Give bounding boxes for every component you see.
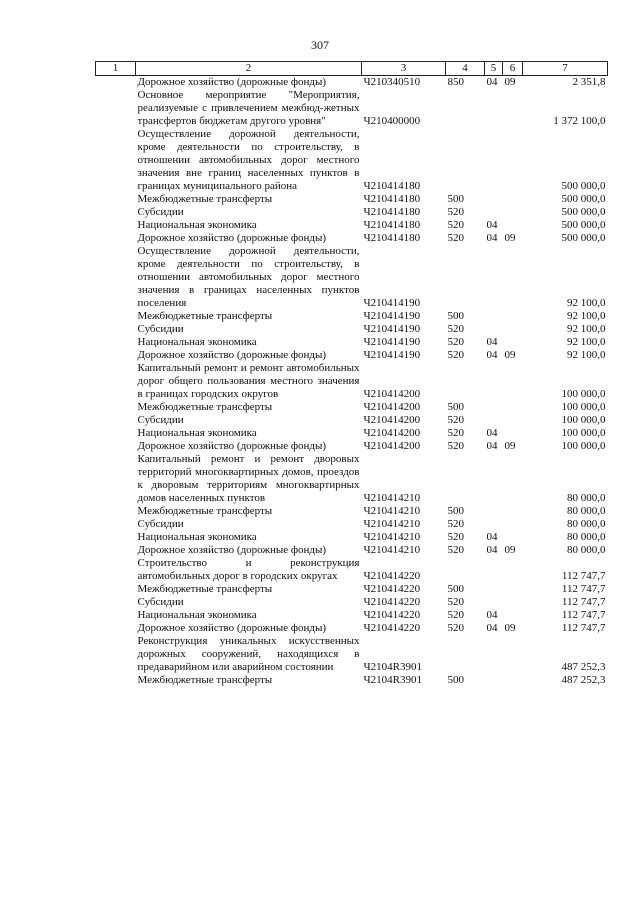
- table-row: [96, 505, 608, 518]
- row-expense-type: 500: [447, 674, 464, 686]
- row-target-code: Ч210414190: [363, 310, 421, 322]
- row-item-name: Национальная экономика: [137, 336, 257, 348]
- table-row: [96, 557, 608, 583]
- row-subsection: [503, 427, 523, 440]
- row-expense-type: [446, 557, 485, 583]
- row-col-1: [96, 583, 136, 596]
- row-target-code: Ч210414180: [363, 219, 421, 231]
- row-col-1: [96, 609, 136, 622]
- row-col-1: [96, 193, 136, 206]
- table-row: [96, 219, 608, 232]
- row-target-code: Ч210414180: [363, 193, 421, 205]
- row-amount: 112 747,7: [561, 622, 606, 634]
- header-col-2: 2: [136, 62, 362, 76]
- row-item-name: Субсидии: [137, 596, 184, 608]
- row-col-1: [96, 674, 136, 687]
- row-item-name: Капитальный ремонт и ремонт автомобильных дорог общего пользования местного значения в границах городских округов: [137, 362, 360, 400]
- row-expense-type: [446, 362, 485, 401]
- row-expense-type: [446, 245, 485, 310]
- row-subsection: [503, 531, 523, 544]
- row-target-code: Ч210414220: [363, 609, 421, 621]
- row-section: [485, 596, 503, 609]
- row-expense-type: 520: [447, 596, 464, 608]
- row-amount: 80 000,0: [567, 544, 606, 556]
- row-col-1: [96, 76, 136, 90]
- row-item-name: Межбюджетные трансферты: [137, 674, 273, 686]
- row-col-1: [96, 453, 136, 505]
- table-row: [96, 206, 608, 219]
- budget-table: [95, 61, 608, 687]
- row-expense-type: 520: [447, 414, 464, 426]
- row-item-name: Межбюджетные трансферты: [137, 401, 273, 413]
- row-target-code: Ч210414190: [363, 336, 421, 348]
- row-amount: 80 000,0: [567, 518, 606, 530]
- row-item-name: Субсидии: [137, 414, 184, 426]
- row-target-code: Ч210414190: [363, 349, 421, 361]
- row-target-code: Ч210414200: [363, 440, 421, 452]
- row-section: 04: [486, 336, 498, 348]
- table-row: [96, 414, 608, 427]
- row-target-code: Ч210414210: [363, 492, 421, 504]
- row-amount: 500 000,0: [561, 206, 606, 218]
- row-item-name: Межбюджетные трансферты: [137, 583, 273, 595]
- row-item-name: Субсидии: [137, 323, 184, 335]
- table-row: [96, 232, 608, 245]
- row-subsection: [503, 245, 523, 310]
- row-col-1: [96, 427, 136, 440]
- row-amount: 92 100,0: [567, 349, 606, 361]
- row-subsection: [503, 557, 523, 583]
- row-expense-type: [446, 635, 485, 674]
- table-row: [96, 323, 608, 336]
- row-item-name: Дорожное хозяйство (дорожные фонды): [137, 440, 327, 452]
- table-row: [96, 622, 608, 635]
- header-col-3: 3: [362, 62, 446, 76]
- row-target-code: Ч210400000: [363, 115, 421, 127]
- row-col-1: [96, 414, 136, 427]
- row-col-1: [96, 622, 136, 635]
- row-section: [485, 583, 503, 596]
- row-section: [485, 518, 503, 531]
- row-subsection: 09: [504, 232, 516, 244]
- row-col-1: [96, 401, 136, 414]
- row-target-code: Ч210414220: [363, 570, 421, 582]
- row-item-name: Осуществление дорожной деятельности, кроме деятельности по строительству, в отношении автомобильных дорог местного значения в границах населенных пунктов поселения: [137, 245, 360, 309]
- row-amount: 487 252,3: [561, 661, 606, 673]
- row-item-name: Субсидии: [137, 206, 184, 218]
- row-expense-type: 520: [447, 336, 464, 348]
- row-target-code: Ч210414180: [363, 206, 421, 218]
- row-col-1: [96, 440, 136, 453]
- row-item-name: Дорожное хозяйство (дорожные фонды): [137, 544, 327, 556]
- row-target-code: Ч210414200: [363, 388, 421, 400]
- table-row: [96, 609, 608, 622]
- row-expense-type: 500: [447, 310, 464, 322]
- row-col-1: [96, 544, 136, 557]
- row-amount: 487 252,3: [561, 674, 606, 686]
- row-section: 04: [486, 531, 498, 543]
- row-subsection: [503, 128, 523, 193]
- row-amount: 112 747,7: [561, 596, 606, 608]
- row-subsection: [503, 310, 523, 323]
- table-row: [96, 349, 608, 362]
- table-row: [96, 635, 608, 674]
- row-target-code: Ч210414200: [363, 427, 421, 439]
- row-amount: 92 100,0: [567, 297, 606, 309]
- row-section: 04: [486, 622, 498, 634]
- row-col-1: [96, 635, 136, 674]
- table-row: [96, 453, 608, 505]
- row-section: 04: [486, 349, 498, 361]
- row-target-code: Ч210414200: [363, 401, 421, 413]
- row-section: [485, 206, 503, 219]
- row-subsection: [503, 609, 523, 622]
- row-expense-type: [446, 453, 485, 505]
- row-target-code: Ч210414220: [363, 622, 421, 634]
- row-amount: 112 747,7: [561, 570, 606, 582]
- row-expense-type: 500: [447, 505, 464, 517]
- page-number: 307: [311, 38, 329, 52]
- table-row: [96, 245, 608, 310]
- row-subsection: 09: [504, 349, 516, 361]
- header-col-7: 7: [523, 62, 608, 76]
- row-expense-type: 520: [447, 440, 464, 452]
- row-col-1: [96, 245, 136, 310]
- row-amount: 92 100,0: [567, 323, 606, 335]
- header-col-5: 5: [485, 62, 503, 76]
- row-amount: 92 100,0: [567, 336, 606, 348]
- row-col-1: [96, 323, 136, 336]
- row-target-code: Ч210414190: [363, 323, 421, 335]
- row-item-name: Субсидии: [137, 518, 184, 530]
- row-amount: 500 000,0: [561, 180, 606, 192]
- table-row: [96, 401, 608, 414]
- row-item-name: Дорожное хозяйство (дорожные фонды): [137, 76, 327, 88]
- row-subsection: 09: [504, 76, 516, 88]
- table-row: [96, 440, 608, 453]
- row-section: [485, 557, 503, 583]
- row-item-name: Национальная экономика: [137, 609, 257, 621]
- row-item-name: Капитальный ремонт и ремонт дворовых территорий многоквартирных домов, проездов к дворовым территориям многоквартирных домов населенных пунктов: [137, 453, 360, 504]
- row-col-1: [96, 128, 136, 193]
- row-subsection: [503, 362, 523, 401]
- row-item-name: Реконструкция уникальных искусственных дорожных сооружений, находящихся в предаварийном или аварийном состоянии: [137, 635, 360, 673]
- row-expense-type: [446, 128, 485, 193]
- row-subsection: [503, 323, 523, 336]
- row-section: 04: [486, 427, 498, 439]
- row-target-code: Ч210414210: [363, 505, 421, 517]
- row-subsection: 09: [504, 544, 516, 556]
- row-subsection: [503, 596, 523, 609]
- row-expense-type: 520: [447, 349, 464, 361]
- table-row: [96, 310, 608, 323]
- row-item-name: Национальная экономика: [137, 427, 257, 439]
- row-expense-type: 520: [447, 323, 464, 335]
- row-amount: 92 100,0: [567, 310, 606, 322]
- row-item-name: Межбюджетные трансферты: [137, 193, 273, 205]
- row-col-1: [96, 89, 136, 128]
- table-row: [96, 583, 608, 596]
- row-amount: 100 000,0: [561, 427, 606, 439]
- row-section: 04: [486, 544, 498, 556]
- row-target-code: Ч210414220: [363, 583, 421, 595]
- row-subsection: [503, 583, 523, 596]
- row-amount: 100 000,0: [561, 414, 606, 426]
- row-item-name: Дорожное хозяйство (дорожные фонды): [137, 622, 327, 634]
- row-col-1: [96, 206, 136, 219]
- table-row: [96, 544, 608, 557]
- row-amount: 112 747,7: [561, 583, 606, 595]
- row-section: [485, 414, 503, 427]
- header-col-1: 1: [96, 62, 136, 76]
- row-amount: 100 000,0: [561, 388, 606, 400]
- header-row: [96, 62, 608, 76]
- row-col-1: [96, 557, 136, 583]
- row-expense-type: 520: [447, 518, 464, 530]
- row-expense-type: 520: [447, 219, 464, 231]
- row-section: 04: [486, 76, 498, 88]
- row-amount: 1 372 100,0: [553, 115, 606, 127]
- row-item-name: Основное мероприятие "Мероприятия, реализуемые с привлечением межбюд-жетных трансфертов бюджетам другого уровня": [137, 89, 360, 127]
- row-item-name: Дорожное хозяйство (дорожные фонды): [137, 232, 327, 244]
- table-row: [96, 518, 608, 531]
- row-target-code: Ч210414180: [363, 232, 421, 244]
- row-expense-type: 520: [447, 531, 464, 543]
- table-row: [96, 193, 608, 206]
- row-expense-type: [446, 89, 485, 128]
- row-target-code: Ч2104R3901: [363, 661, 422, 673]
- row-section: 04: [486, 219, 498, 231]
- row-amount: 2 351,8: [572, 76, 606, 88]
- row-col-1: [96, 596, 136, 609]
- row-expense-type: 520: [447, 622, 464, 634]
- row-section: [485, 193, 503, 206]
- row-target-code: Ч210340510: [363, 76, 421, 88]
- row-expense-type: 520: [447, 206, 464, 218]
- row-subsection: 09: [504, 622, 516, 634]
- row-subsection: [503, 505, 523, 518]
- row-item-name: Осуществление дорожной деятельности, кроме деятельности по строительству, в отношении автомобильных дорог местного значения вне границ населенных пунктов в границах муниципального района: [137, 128, 360, 192]
- row-item-name: Межбюджетные трансферты: [137, 505, 273, 517]
- row-subsection: [503, 219, 523, 232]
- table-body: [96, 76, 608, 688]
- row-section: [485, 453, 503, 505]
- header-col-4: 4: [446, 62, 485, 76]
- row-col-1: [96, 349, 136, 362]
- row-col-1: [96, 310, 136, 323]
- row-amount: 500 000,0: [561, 219, 606, 231]
- row-target-code: Ч210414210: [363, 531, 421, 543]
- row-subsection: [503, 518, 523, 531]
- row-amount: 500 000,0: [561, 232, 606, 244]
- row-target-code: Ч210414200: [363, 414, 421, 426]
- row-item-name: Строительство и реконструкция автомобильных дорог в городских округах: [137, 557, 360, 582]
- row-section: [485, 505, 503, 518]
- row-item-name: Дорожное хозяйство (дорожные фонды): [137, 349, 327, 361]
- row-subsection: [503, 193, 523, 206]
- row-col-1: [96, 505, 136, 518]
- row-target-code: Ч210414210: [363, 544, 421, 556]
- row-expense-type: 500: [447, 401, 464, 413]
- row-amount: 112 747,7: [561, 609, 606, 621]
- row-amount: 80 000,0: [567, 531, 606, 543]
- row-section: [485, 89, 503, 128]
- table-row: [96, 596, 608, 609]
- table-row: [96, 427, 608, 440]
- row-col-1: [96, 518, 136, 531]
- row-amount: 80 000,0: [567, 505, 606, 517]
- row-col-1: [96, 362, 136, 401]
- row-section: [485, 245, 503, 310]
- table-row: [96, 362, 608, 401]
- row-expense-type: 520: [447, 609, 464, 621]
- row-target-code: Ч210414180: [363, 180, 421, 192]
- row-section: [485, 323, 503, 336]
- table-row: [96, 674, 608, 687]
- row-item-name: Межбюджетные трансферты: [137, 310, 273, 322]
- row-subsection: [503, 453, 523, 505]
- row-expense-type: 850: [447, 76, 464, 88]
- row-subsection: [503, 635, 523, 674]
- row-subsection: [503, 674, 523, 687]
- row-expense-type: 520: [447, 232, 464, 244]
- row-amount: 500 000,0: [561, 193, 606, 205]
- row-subsection: 09: [504, 440, 516, 452]
- row-section: [485, 362, 503, 401]
- row-section: 04: [486, 440, 498, 452]
- row-expense-type: 500: [447, 193, 464, 205]
- row-section: [485, 310, 503, 323]
- row-expense-type: 520: [447, 544, 464, 556]
- row-section: [485, 635, 503, 674]
- table-row: [96, 128, 608, 193]
- table-row: [96, 531, 608, 544]
- row-target-code: Ч2104R3901: [363, 674, 422, 686]
- row-section: [485, 674, 503, 687]
- row-subsection: [503, 336, 523, 349]
- row-section: [485, 128, 503, 193]
- row-col-1: [96, 219, 136, 232]
- row-col-1: [96, 531, 136, 544]
- row-amount: 100 000,0: [561, 401, 606, 413]
- table-row: [96, 89, 608, 128]
- row-item-name: Национальная экономика: [137, 531, 257, 543]
- row-expense-type: 520: [447, 427, 464, 439]
- row-target-code: Ч210414220: [363, 596, 421, 608]
- row-target-code: Ч210414190: [363, 297, 421, 309]
- row-amount: 80 000,0: [567, 492, 606, 504]
- row-subsection: [503, 206, 523, 219]
- row-col-1: [96, 336, 136, 349]
- row-subsection: [503, 414, 523, 427]
- row-target-code: Ч210414210: [363, 518, 421, 530]
- row-subsection: [503, 89, 523, 128]
- row-section: 04: [486, 609, 498, 621]
- row-col-1: [96, 232, 136, 245]
- header-col-6: 6: [503, 62, 523, 76]
- table-row: [96, 76, 608, 90]
- row-expense-type: 500: [447, 583, 464, 595]
- table-row: [96, 336, 608, 349]
- row-section: 04: [486, 232, 498, 244]
- row-subsection: [503, 401, 523, 414]
- row-item-name: Национальная экономика: [137, 219, 257, 231]
- row-section: [485, 401, 503, 414]
- row-amount: 100 000,0: [561, 440, 606, 452]
